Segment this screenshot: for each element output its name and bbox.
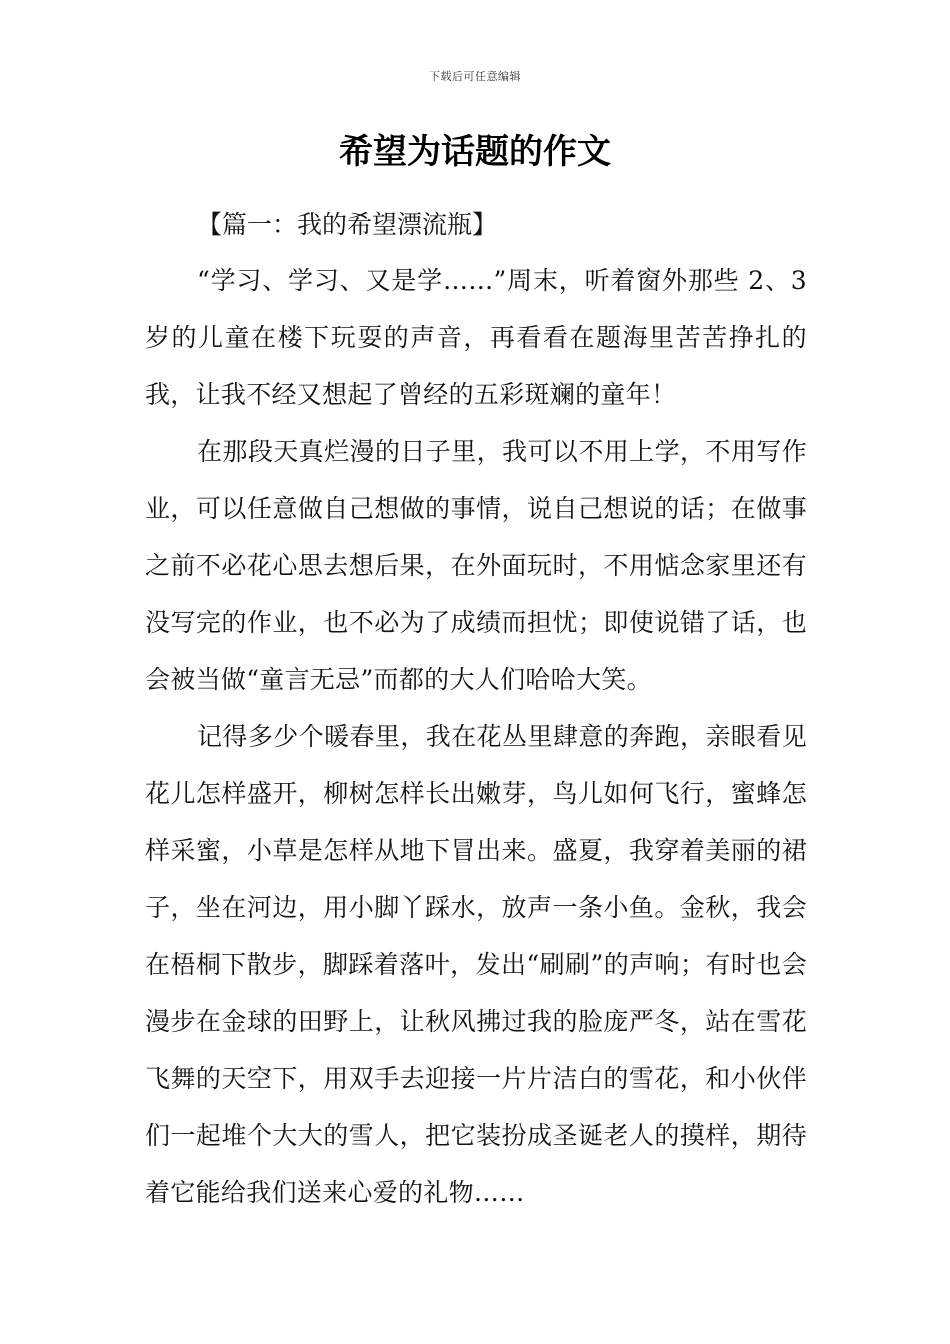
paragraph: 记得多少个暖春里，我在花丛里肆意的奔跑，亲眼看见花儿怎样盛开，柳树怎样长出嫩芽，鸟儿如何飞行，蜜蜂怎样采蜜，小草是怎样从地下冒出来。盛夏，我穿着美丽的裙子，坐在河边，用小脚丫踩水，放声一条小鱼。金秋，我会在梧桐下散步，脚踩着落叶，发出“刷刷”的声响；有时也会漫步在金球的田野上，让秋风拂过我的脸庞严冬，站在雪花飞舞的天空下，用双手去迎接一片片洁白的雪花，和小伙伴们一起堆个大大的雪人，把它装扮成圣诞老人的摸样，期待着它能给我们送来心爱的礼物…… bbox=[145, 722, 807, 1207]
section-heading: 【篇一：我的希望漂流瓶】 bbox=[197, 210, 498, 239]
document-body bbox=[145, 198, 807, 1221]
header-note: 下载后可任意编辑 bbox=[429, 70, 521, 83]
paragraph: 在那段天真烂漫的日子里，我可以不用上学，不用写作业，可以任意做自己想做的事情，说自己想说的话；在做事之前不必花心思去想后果，在外面玩时，不用惦念家里还有没写完的作业，也不必为了成绩而担忧；即使说错了话，也会被当做“童言无忌”而都的大人们哈哈大笑。 bbox=[145, 437, 807, 694]
paragraph: “学习、学习、又是学……”周末，听着窗外那些 2、3 岁的儿童在楼下玩耍的声音，再看看在题海里苦苦挣扎的我，让我不经又想起了曾经的五彩斑斓的童年！ bbox=[145, 266, 807, 409]
document-title: 希望为话题的作文 bbox=[339, 132, 611, 172]
